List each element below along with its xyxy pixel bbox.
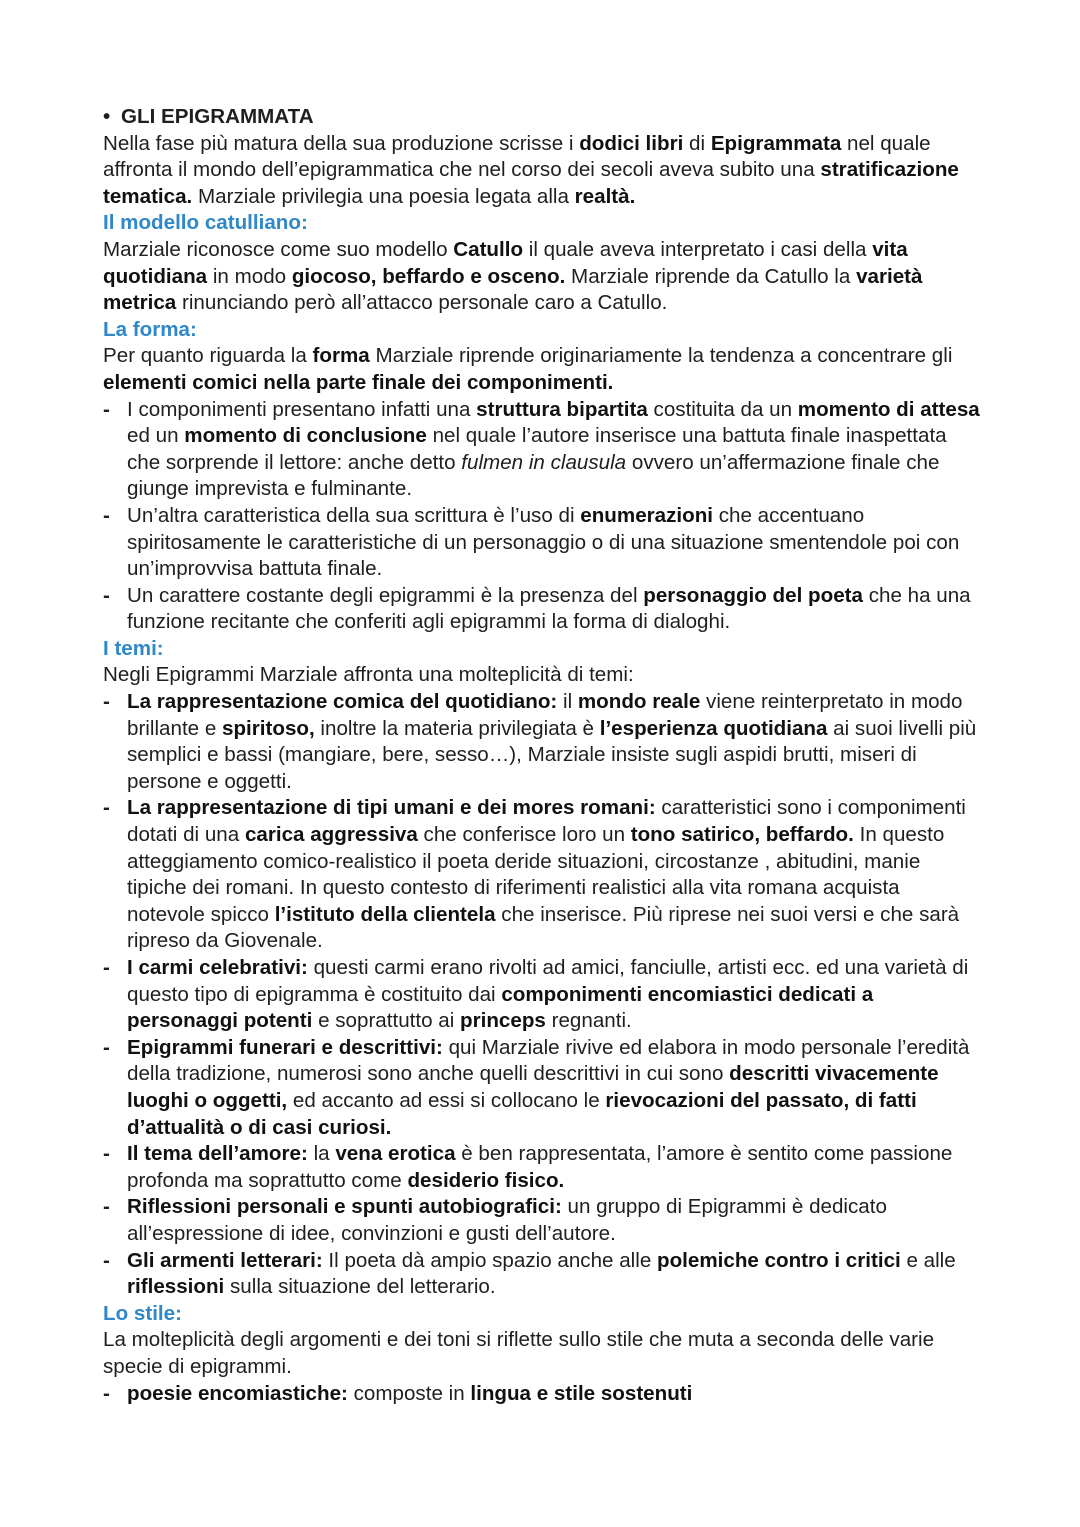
list-item: [103, 503, 983, 583]
dash-bullet-icon: -: [103, 1248, 110, 1272]
bullet-list: [103, 397, 983, 636]
section-heading: I temi:: [103, 636, 164, 660]
list-item: [103, 583, 983, 636]
list-item-text: poesie encomiastiche: composte in lingua e stile sostenuti: [127, 1381, 693, 1405]
dash-bullet-icon: -: [103, 397, 110, 421]
dash-bullet-icon: -: [103, 1035, 110, 1059]
section-paragraph: La molteplicità degli argomenti e dei toni si riflette sullo stile che muta a seconda delle varie specie di epigrammi.: [103, 1328, 935, 1378]
list-item: [103, 1381, 983, 1408]
section-paragraph: Marziale riconosce come suo modello Catullo il quale aveva interpretato i casi della vita quotidiana in modo giocoso, beffardo e osceno. Marziale riprende da Catullo la varietà metrica rinunciando però all’attacco personale caro a Catullo.: [103, 237, 923, 315]
list-item-text: Gli armenti letterari: Il poeta dà ampio spazio anche alle polemiche contro i critici e alle riflessioni sulla situazione del letterario.: [127, 1248, 956, 1299]
list-item: [103, 1141, 983, 1194]
dash-bullet-icon: -: [103, 583, 110, 607]
dash-bullet-icon: -: [103, 796, 110, 820]
dash-bullet-icon: -: [103, 956, 110, 979]
list-item-text: I componimenti presentano infatti una struttura bipartita costituita da un momento di attesa ed un momento di conclusione nel quale l’autore inserisce una battuta finale inaspettata che sorprende il lettore: anche detto fulmen in clausula ovvero un’affermazione finale che giunge imprevista e fulminante.: [127, 397, 980, 501]
list-item-text: Un carattere costante degli epigrammi è la presenza del personaggio del poeta che ha una funzione recitante che conferiti agli epigrammi la forma di dialoghi.: [127, 583, 971, 634]
dash-bullet-icon: -: [103, 1195, 110, 1219]
sections-container: [103, 210, 983, 1407]
section-heading: La forma:: [103, 317, 197, 341]
bullet-list: [103, 689, 983, 1301]
list-item: [103, 1248, 983, 1301]
bullet-dot-icon: •: [103, 105, 111, 128]
document-page: [103, 104, 983, 1407]
list-item-text: Il tema dell’amore: la vena erotica è ben rappresentata, l’amore è sentito come passione profonda ma soprattutto come desiderio fisico.: [127, 1142, 953, 1192]
dash-bullet-icon: -: [103, 690, 110, 714]
list-item-text: I carmi celebrativi: questi carmi erano rivolti ad amici, fanciulle, artisti ecc. ed una varietà di questo tipo di epigramma è costituito dai componimenti encomiastici dedicati a personaggi potenti e soprattutto ai princeps regnanti.: [127, 956, 969, 1033]
dash-bullet-icon: -: [103, 503, 110, 527]
section-heading: Il modello catulliano:: [103, 211, 308, 235]
list-item: [103, 689, 983, 795]
list-item-text: La rappresentazione di tipi umani e dei mores romani: caratteristici sono i componimenti dotati di una carica aggressiva che conferisce loro un tono satirico, beffardo. In questo atteggiamento comico-realistico il poeta deride situazioni, circostanze , abitudini, manie tipiche dei romani. In questo contesto di riferimenti realistici alla vita romana acquista notevole spicco l’istituto della clientela che inserisce. Più riprese nei suoi versi e che sarà ripreso da Giovenale.: [127, 796, 966, 953]
list-item: [103, 397, 983, 503]
list-item: [103, 1035, 983, 1141]
list-item-text: Riflessioni personali e spunti autobiografici: un gruppo di Epigrammi è dedicato all’espressione di idee, convinzioni e gusti dell’autore.: [127, 1195, 887, 1245]
list-item-text: Un’altra caratteristica della sua scrittura è l’uso di enumerazioni che accentuano spiritosamente le caratteristiche di un personaggio o di una situazione smentendole poi con un’improvvisa battuta finale.: [127, 503, 960, 581]
section-heading: Lo stile:: [103, 1301, 182, 1325]
list-item: [103, 795, 983, 955]
dash-bullet-icon: -: [103, 1142, 110, 1166]
title-text: GLI EPIGRAMMATA: [121, 105, 314, 128]
dash-bullet-icon: -: [103, 1381, 110, 1405]
list-item-text: La rappresentazione comica del quotidiano: il mondo reale viene reinterpretato in modo brillante e spiritoso, inoltre la materia privilegiata è l’esperienza quotidiana ai suoi livelli più semplici e bassi (mangiare, bere, sesso…), Marziale insiste sugli aspidi brutti, miseri di persone e oggetti.: [127, 690, 977, 793]
list-item: [103, 955, 983, 1035]
intro-paragraph: Nella fase più matura della sua produzione scrisse i dodici libri di Epigrammata nel quale affronta il mondo dell’epigrammatica che nel corso dei secoli aveva subito una stratificazione tematica. Marziale privilegia una poesia legata alla realtà.: [103, 131, 959, 208]
section-paragraph: Per quanto riguarda la forma Marziale riprende originariamente la tendenza a concentrare gli elementi comici nella parte finale dei componimenti.: [103, 344, 953, 394]
list-item: [103, 1194, 983, 1247]
section-paragraph: Negli Epigrammi Marziale affronta una molteplicità di temi:: [103, 663, 634, 687]
document-title: [103, 104, 983, 131]
bullet-list: [103, 1381, 983, 1408]
list-item-text: Epigrammi funerari e descrittivi: qui Marziale rivive ed elabora in modo personale l’eredità della tradizione, numerosi sono anche quelli descrittivi in cui sono descritti vivacemente luoghi o oggetti, ed accanto ad essi si collocano le rievocazioni del passato, di fatti d’attualità o di casi curiosi.: [127, 1035, 970, 1139]
